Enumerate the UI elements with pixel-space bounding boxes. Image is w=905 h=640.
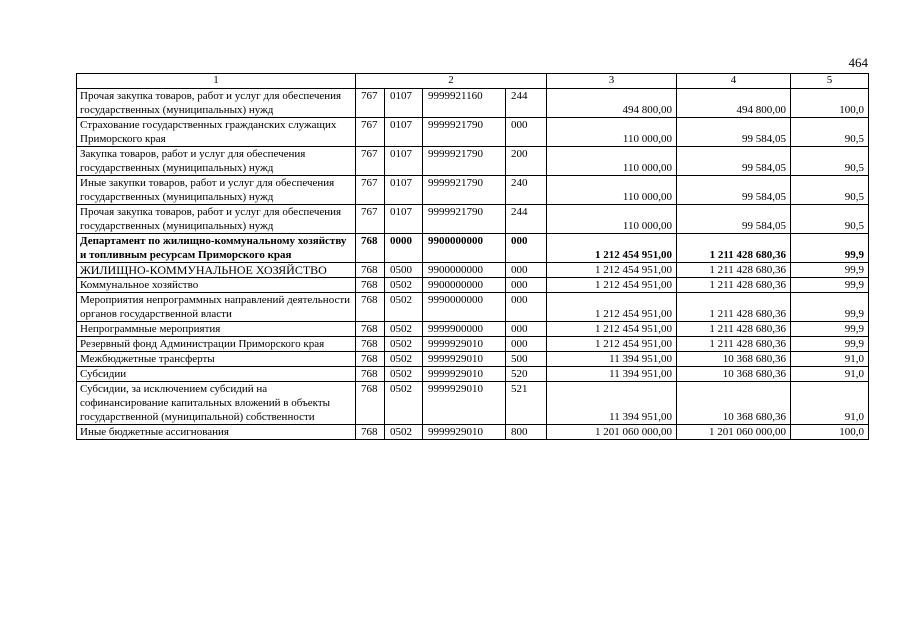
row-executed-amount: 1 201 060 000,00: [677, 425, 791, 440]
row-target-code: 9999921160: [423, 89, 506, 118]
table-row: [77, 147, 869, 176]
row-execution-percent: 91,0: [791, 382, 869, 425]
row-target-code: 9999929010: [423, 367, 506, 382]
row-target-code: 9999929010: [423, 337, 506, 352]
row-target-code: 9999921790: [423, 205, 506, 234]
row-expense-type-code: 000: [506, 293, 547, 322]
row-target-code: 9999929010: [423, 425, 506, 440]
table-row: [77, 425, 869, 440]
row-planned-amount: 110 000,00: [547, 147, 677, 176]
row-section-code: 0107: [385, 205, 423, 234]
row-ved-code: 768: [356, 382, 385, 425]
row-name: Департамент по жилищно-коммунальному хозяйству и топливным ресурсам Приморского края: [77, 234, 356, 263]
row-ved-code: 767: [356, 118, 385, 147]
row-executed-amount: 1 211 428 680,36: [677, 337, 791, 352]
row-planned-amount: 1 212 454 951,00: [547, 337, 677, 352]
row-execution-percent: 91,0: [791, 352, 869, 367]
table-row: [77, 205, 869, 234]
table-row: [77, 322, 869, 337]
row-section-code: 0502: [385, 367, 423, 382]
row-planned-amount: 1 212 454 951,00: [547, 263, 677, 278]
table-row: [77, 293, 869, 322]
header-col-5: 5: [791, 74, 869, 89]
row-execution-percent: 90,5: [791, 118, 869, 147]
row-name: Резервный фонд Администрации Приморского края: [77, 337, 356, 352]
row-target-code: 9900000000: [423, 278, 506, 293]
row-target-code: 9999921790: [423, 176, 506, 205]
row-section-code: 0500: [385, 263, 423, 278]
row-executed-amount: 99 584,05: [677, 118, 791, 147]
row-execution-percent: 99,9: [791, 293, 869, 322]
row-section-code: 0502: [385, 278, 423, 293]
row-expense-type-code: 000: [506, 118, 547, 147]
row-ved-code: 768: [356, 263, 385, 278]
row-section-code: 0000: [385, 234, 423, 263]
row-expense-type-code: 500: [506, 352, 547, 367]
table-row: [77, 89, 869, 118]
row-planned-amount: 11 394 951,00: [547, 382, 677, 425]
row-expense-type-code: 800: [506, 425, 547, 440]
row-section-code: 0107: [385, 89, 423, 118]
table-row: [77, 337, 869, 352]
row-expense-type-code: 244: [506, 205, 547, 234]
row-executed-amount: 494 800,00: [677, 89, 791, 118]
row-execution-percent: 99,9: [791, 278, 869, 293]
row-executed-amount: 10 368 680,36: [677, 352, 791, 367]
row-name: Мероприятия непрограммных направлений деятельности органов государственной власти: [77, 293, 356, 322]
row-target-code: 9990000000: [423, 293, 506, 322]
row-name: Непрограммные мероприятия: [77, 322, 356, 337]
row-section-code: 0502: [385, 337, 423, 352]
table-row: [77, 278, 869, 293]
row-section-code: 0502: [385, 352, 423, 367]
row-target-code: 9900000000: [423, 263, 506, 278]
row-target-code: 9999929010: [423, 352, 506, 367]
row-expense-type-code: 244: [506, 89, 547, 118]
row-name: Иные закупки товаров, работ и услуг для обеспечения государственных (муниципальных) нужд: [77, 176, 356, 205]
row-planned-amount: 11 394 951,00: [547, 352, 677, 367]
row-execution-percent: 99,9: [791, 234, 869, 263]
table-row: [77, 263, 869, 278]
row-execution-percent: 99,9: [791, 337, 869, 352]
row-planned-amount: 1 212 454 951,00: [547, 278, 677, 293]
row-ved-code: 767: [356, 205, 385, 234]
row-target-code: 9999921790: [423, 147, 506, 176]
row-expense-type-code: 000: [506, 322, 547, 337]
row-executed-amount: 99 584,05: [677, 205, 791, 234]
row-name: Коммунальное хозяйство: [77, 278, 356, 293]
header-col-4: 4: [677, 74, 791, 89]
row-expense-type-code: 240: [506, 176, 547, 205]
row-executed-amount: 10 368 680,36: [677, 367, 791, 382]
row-planned-amount: 1 201 060 000,00: [547, 425, 677, 440]
row-name: Субсидии, за исключением субсидий на софинансирование капитальных вложений в объекты государственной (муниципальной) собственности: [77, 382, 356, 425]
row-expense-type-code: 000: [506, 278, 547, 293]
row-execution-percent: 90,5: [791, 147, 869, 176]
table-row: [77, 352, 869, 367]
row-target-code: 9900000000: [423, 234, 506, 263]
row-section-code: 0502: [385, 382, 423, 425]
table-row: [77, 367, 869, 382]
row-section-code: 0107: [385, 176, 423, 205]
row-ved-code: 768: [356, 367, 385, 382]
row-section-code: 0107: [385, 147, 423, 176]
row-execution-percent: 91,0: [791, 367, 869, 382]
table-row: [77, 118, 869, 147]
row-section-code: 0502: [385, 293, 423, 322]
row-planned-amount: 494 800,00: [547, 89, 677, 118]
table-row: [77, 234, 869, 263]
header-col-1: 1: [77, 74, 356, 89]
row-expense-type-code: 200: [506, 147, 547, 176]
row-ved-code: 768: [356, 352, 385, 367]
page-number: 464: [848, 55, 868, 70]
row-section-code: 0502: [385, 425, 423, 440]
row-name: Закупка товаров, работ и услуг для обеспечения государственных (муниципальных) нужд: [77, 147, 356, 176]
row-execution-percent: 100,0: [791, 425, 869, 440]
row-executed-amount: 1 211 428 680,36: [677, 234, 791, 263]
row-section-code: 0107: [385, 118, 423, 147]
row-name: Иные бюджетные ассигнования: [77, 425, 356, 440]
row-section-code: 0502: [385, 322, 423, 337]
row-ved-code: 768: [356, 337, 385, 352]
row-expense-type-code: 000: [506, 263, 547, 278]
row-ved-code: 768: [356, 425, 385, 440]
row-executed-amount: 99 584,05: [677, 147, 791, 176]
row-planned-amount: 11 394 951,00: [547, 367, 677, 382]
row-expense-type-code: 521: [506, 382, 547, 425]
row-planned-amount: 1 212 454 951,00: [547, 293, 677, 322]
row-executed-amount: 1 211 428 680,36: [677, 278, 791, 293]
row-executed-amount: 1 211 428 680,36: [677, 263, 791, 278]
row-execution-percent: 90,5: [791, 176, 869, 205]
row-name: Прочая закупка товаров, работ и услуг для обеспечения государственных (муниципальных) нужд: [77, 89, 356, 118]
row-expense-type-code: 000: [506, 234, 547, 263]
row-ved-code: 768: [356, 278, 385, 293]
row-ved-code: 768: [356, 293, 385, 322]
row-execution-percent: 99,9: [791, 263, 869, 278]
row-target-code: 9999900000: [423, 322, 506, 337]
table-row: [77, 382, 869, 425]
row-execution-percent: 99,9: [791, 322, 869, 337]
row-target-code: 9999929010: [423, 382, 506, 425]
row-execution-percent: 90,5: [791, 205, 869, 234]
row-ved-code: 767: [356, 147, 385, 176]
row-target-code: 9999921790: [423, 118, 506, 147]
row-ved-code: 768: [356, 322, 385, 337]
row-ved-code: 768: [356, 234, 385, 263]
header-col-3: 3: [547, 74, 677, 89]
row-executed-amount: 1 211 428 680,36: [677, 322, 791, 337]
budget-execution-table: [76, 73, 869, 440]
row-executed-amount: 1 211 428 680,36: [677, 293, 791, 322]
row-executed-amount: 10 368 680,36: [677, 382, 791, 425]
row-executed-amount: 99 584,05: [677, 176, 791, 205]
row-planned-amount: 110 000,00: [547, 205, 677, 234]
row-ved-code: 767: [356, 176, 385, 205]
header-col-2: 2: [356, 74, 547, 89]
row-name: ЖИЛИЩНО-КОММУНАЛЬНОЕ ХОЗЯЙСТВО: [77, 263, 356, 278]
row-expense-type-code: 520: [506, 367, 547, 382]
row-name: Страхование государственных гражданских служащих Приморского края: [77, 118, 356, 147]
row-execution-percent: 100,0: [791, 89, 869, 118]
table-header-row: [77, 74, 869, 89]
row-ved-code: 767: [356, 89, 385, 118]
row-planned-amount: 110 000,00: [547, 176, 677, 205]
row-planned-amount: 110 000,00: [547, 118, 677, 147]
row-expense-type-code: 000: [506, 337, 547, 352]
row-name: Межбюджетные трансферты: [77, 352, 356, 367]
table-row: [77, 176, 869, 205]
row-name: Прочая закупка товаров, работ и услуг для обеспечения государственных (муниципальных) нужд: [77, 205, 356, 234]
row-planned-amount: 1 212 454 951,00: [547, 322, 677, 337]
row-planned-amount: 1 212 454 951,00: [547, 234, 677, 263]
row-name: Субсидии: [77, 367, 356, 382]
